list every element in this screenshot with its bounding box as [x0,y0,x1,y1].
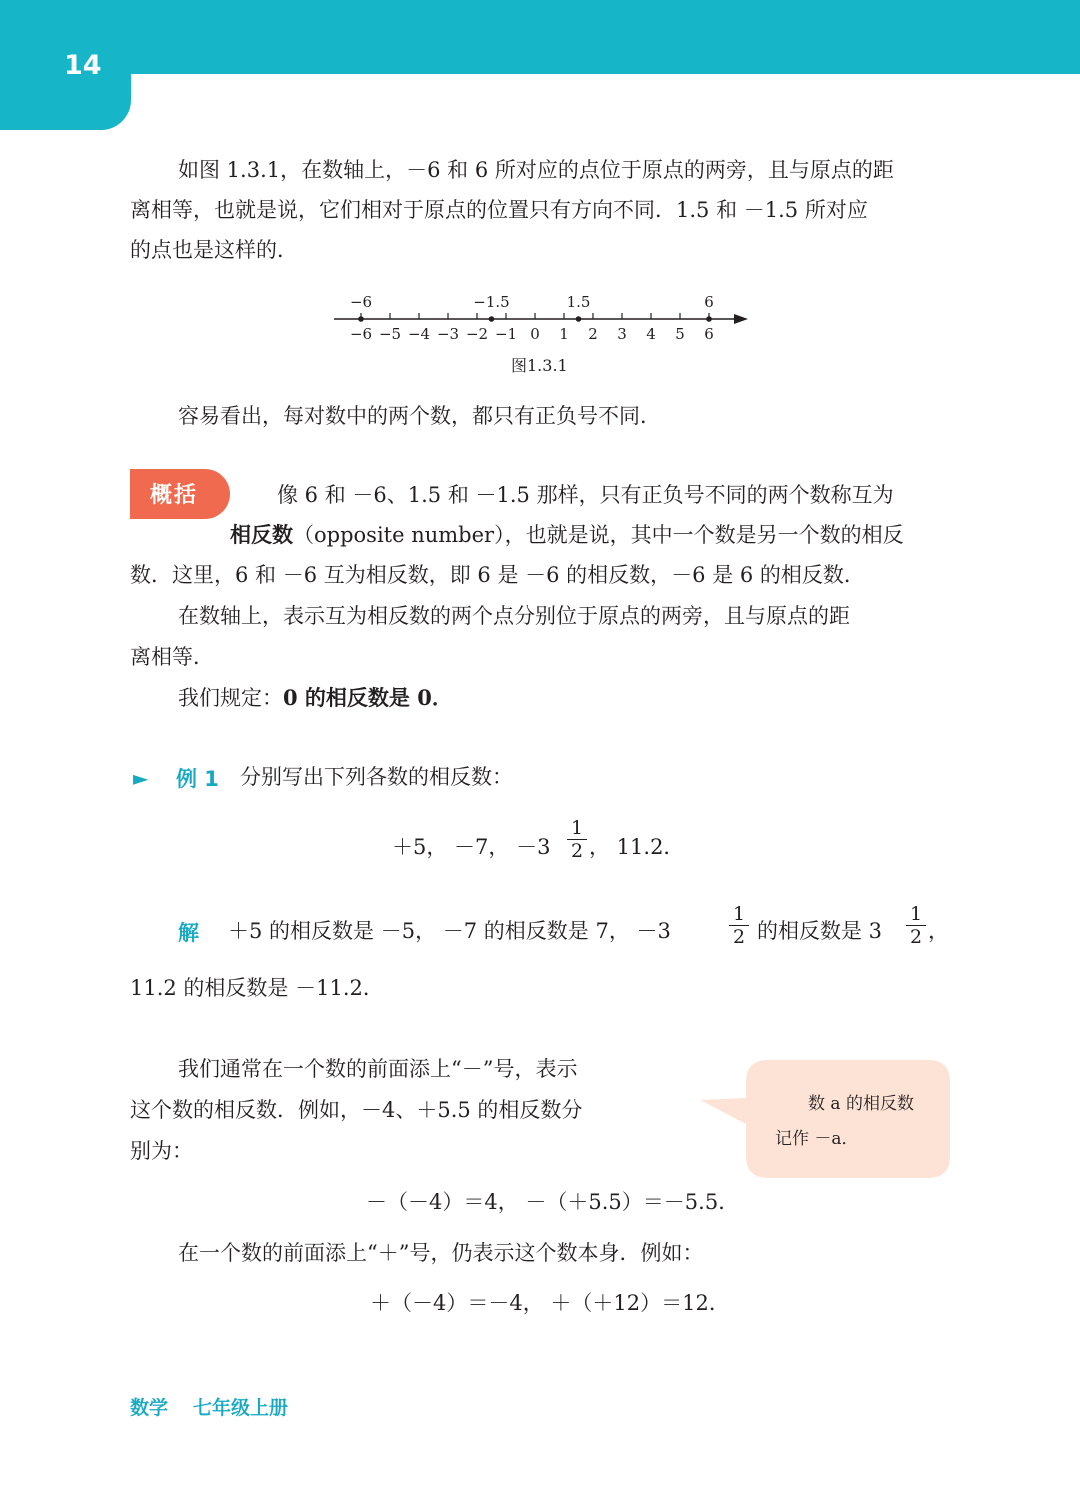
fraction-numerator: 1 [909,903,923,925]
intro-line-1: 如图 1.3.1，在数轴上，－6 和 6 所对应的点位于原点的两旁，且与原点的距 [178,158,894,182]
number-line-point [358,316,364,322]
tick-label: 5 [675,325,685,343]
summary-line-2 [230,521,904,549]
tick-label: 2 [588,325,598,343]
tick-label: −3 [436,325,460,343]
notation-line-4: 在一个数的前面添上“＋”号，仍表示这个数本身．例如： [178,1241,704,1265]
fraction-denominator: 2 [909,926,923,948]
point-label: −1.5 [473,293,510,311]
example-list-a: ＋5， －7， －3 [392,835,551,859]
fraction-half [906,903,926,948]
number-line-points [350,293,714,322]
tick-label: −1 [494,325,518,343]
point-label: 6 [704,293,714,311]
intro-line-3: 的点也是这样的． [130,238,298,262]
tick-label: 4 [646,325,656,343]
rule-line [178,684,453,712]
point-label: −6 [349,293,373,311]
number-line-point [489,316,495,322]
summary-badge [130,469,230,519]
summary-line-1: 像 6 和 －6、1.5 和 －1.5 那样，只有正负号不同的两个数称互为 [277,483,894,507]
number-line-ticks [350,313,714,343]
tick-label: 3 [617,325,627,343]
term-english: （opposite number），也就是说，其中一个数是另一个数的相反 [293,523,904,547]
fraction-denominator: 2 [570,840,584,862]
point-label: 1.5 [566,293,591,311]
tick-label: −2 [465,325,489,343]
bubble-line-2: 记作 －a． [775,1129,859,1149]
rule-bold: 0 的相反数是 0． [283,685,453,710]
fraction-numerator: 1 [570,817,584,839]
tick-label: −4 [407,325,431,343]
tick-label: 6 [704,325,714,343]
tick-label: −5 [378,325,402,343]
summary-line-3: 数．这里，6 和 －6 互为相反数，即 6 是 －6 的相反数，－6 是 6 的相反数． [130,563,865,587]
summary-line-4: 在数轴上，表示互为相反数的两个点分别位于原点的两旁，且与原点的距 [178,604,850,628]
number-line-point [706,316,712,322]
fraction-numerator: 1 [732,903,746,925]
fraction-half [567,817,587,862]
summary-badge-label: 概括 [150,483,199,508]
solution-line-2: 11.2 的相反数是 －11.2． [130,976,384,1000]
term-opposite-number: 相反数 [230,522,293,547]
solution-part-3: ， [928,919,949,943]
example-list-b: ， 11.2． [589,835,685,859]
formula-2: ＋（－4）＝－4， ＋（＋12）＝12． [370,1291,730,1315]
note-bubble [698,1058,952,1182]
number-line-figure [320,288,760,350]
footer-grade: 七年级上册 [193,1397,289,1419]
arrow-right-icon [734,314,748,324]
play-triangle-icon: ► [133,766,149,790]
observation-text: 容易看出，每对数中的两个数，都只有正负号不同． [178,404,661,428]
formula-1: －（－4）＝4， －（＋5.5）＝－5.5． [366,1190,740,1214]
figure-caption: 图1.3.1 [511,356,568,375]
number-line-point [576,316,582,322]
rule-prefix: 我们规定： [178,686,283,710]
solution-label: 解 [178,921,199,945]
summary-line-5: 离相等． [130,645,214,669]
notation-line-2: 这个数的相反数．例如，－4、＋5.5 的相反数分 [130,1098,583,1122]
intro-line-2: 离相等，也就是说，它们相对于原点的位置只有方向不同．1.5 和 －1.5 所对应 [130,198,868,222]
example-label: 例 1 [176,767,219,791]
tick-label: 1 [559,325,569,343]
notation-line-1: 我们通常在一个数的前面添上“－”号，表示 [178,1057,578,1081]
example-prompt: 分别写出下列各数的相反数： [240,765,513,789]
solution-part-2: 的相反数是 3 [757,919,883,943]
bubble-line-1: 数 a 的相反数 [808,1094,914,1114]
solution-part-1: ＋5 的相反数是 －5， －7 的相反数是 7， －3 [228,919,671,943]
fraction-half [729,903,749,948]
footer-subject: 数学 [130,1397,169,1419]
tick-label: −6 [349,325,373,343]
tick-label: 0 [530,325,540,343]
page-number: 14 [64,50,102,81]
fraction-denominator: 2 [732,926,746,948]
header-band [0,0,1080,74]
notation-line-3: 别为： [130,1139,193,1163]
